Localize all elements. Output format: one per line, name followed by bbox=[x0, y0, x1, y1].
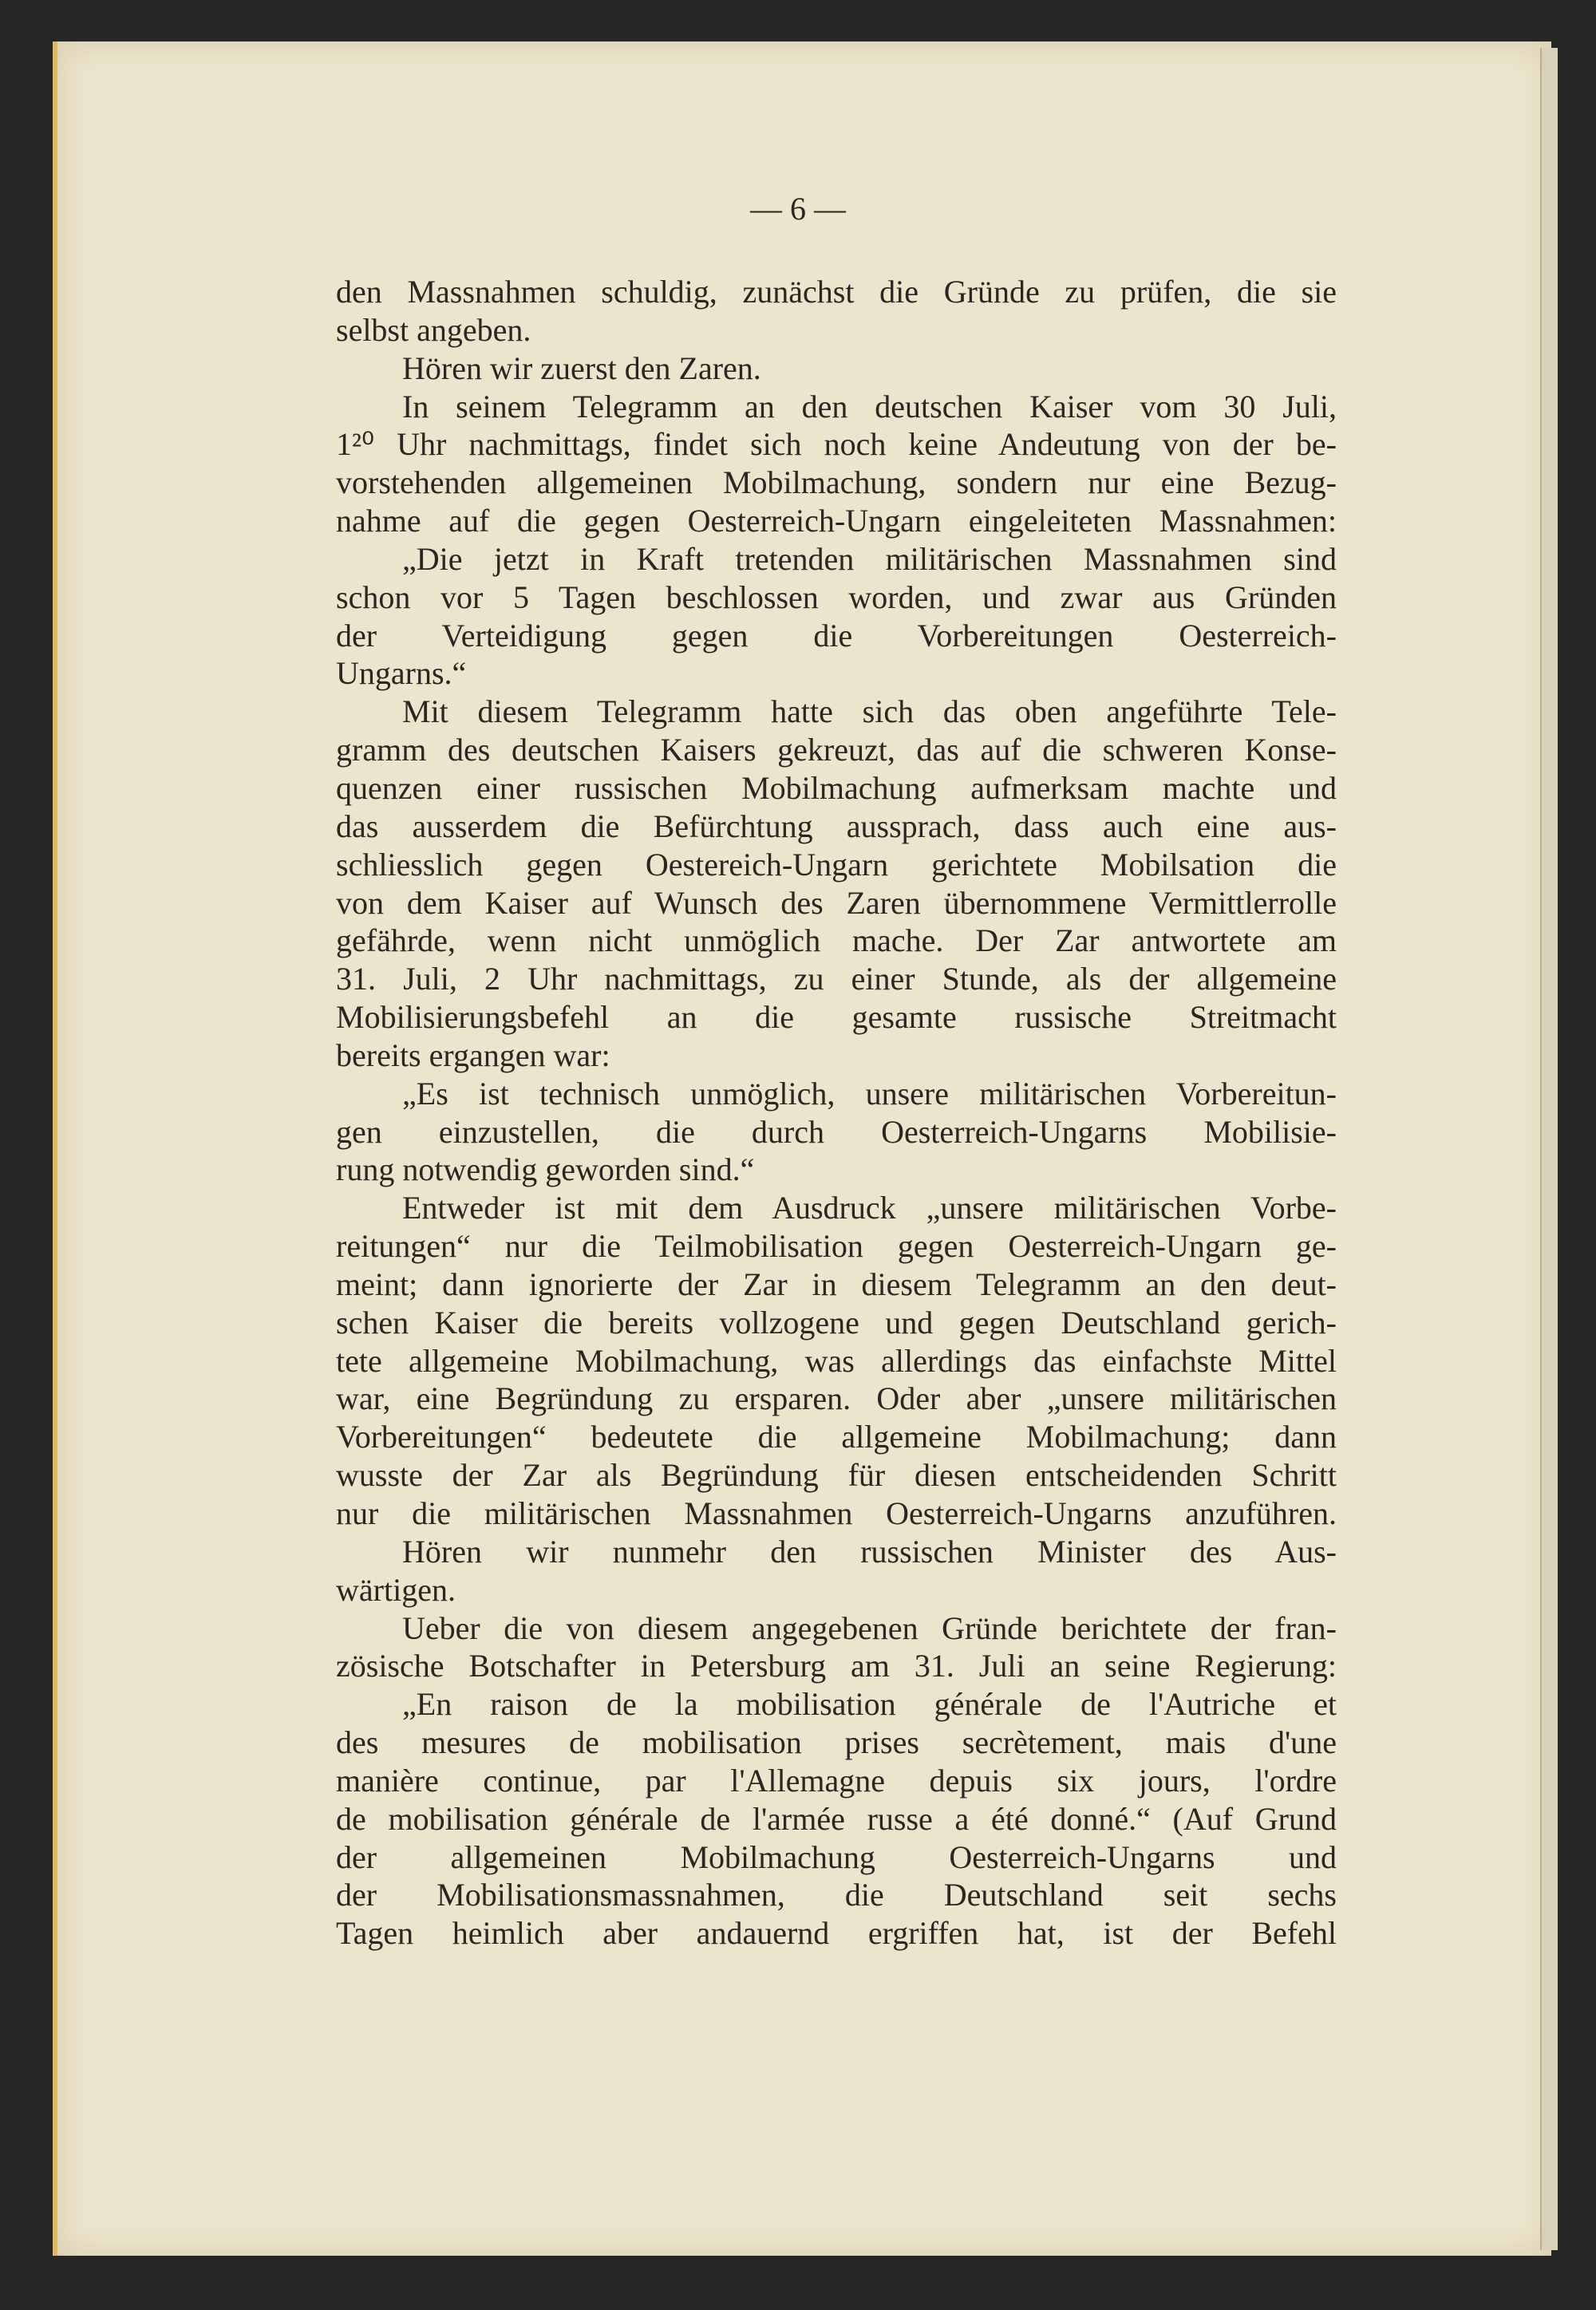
text-line: Mobilisierungsbefehl an die gesamte russische Streitmacht bbox=[336, 999, 1337, 1036]
text-line: Tagen heimlich aber andauernd ergriffen hat, ist der Befehl bbox=[336, 1915, 1337, 1952]
text-line: tete allgemeine Mobilmachung, was allerdings das einfachste Mittel bbox=[336, 1342, 1337, 1379]
text-line: das ausserdem die Befürchtung aussprach, dass auch eine aus- bbox=[336, 808, 1337, 844]
text-line: quenzen einer russischen Mobilmachung aufmerksam machte und bbox=[336, 769, 1337, 806]
text-line: gen einzustellen, die durch Oesterreich-Ungarns Mobilisie- bbox=[336, 1113, 1337, 1150]
text-line: wusste der Zar als Begründung für diesen entscheidenden Schritt bbox=[336, 1457, 1337, 1494]
page-edge bbox=[1540, 48, 1558, 2250]
text-line: 31. Juli, 2 Uhr nachmittags, zu einer Stunde, als der allgemeine bbox=[336, 961, 1337, 997]
text-line: „En raison de la mobilisation générale de l'Autriche et bbox=[402, 1686, 1337, 1723]
text-line: selbst angeben. bbox=[336, 311, 531, 348]
text-line: de mobilisation générale de l'armée russe a été donné.“ (Auf Grund bbox=[336, 1800, 1337, 1837]
text-line: nur die militärischen Massnahmen Oesterreich-Ungarns anzuführen. bbox=[336, 1495, 1337, 1531]
text-line: wärtigen. bbox=[336, 1571, 456, 1608]
text-line: „Die jetzt in Kraft tretenden militärischen Massnahmen sind bbox=[402, 540, 1337, 577]
page-number: — 6 — bbox=[750, 191, 846, 227]
text-line: des mesures de mobilisation prises secrètement, mais d'une bbox=[336, 1724, 1337, 1761]
text-line: Entweder ist mit dem Ausdruck „unsere militärischen Vorbe- bbox=[402, 1190, 1337, 1226]
text-line: Mit diesem Telegramm hatte sich das oben angeführte Tele- bbox=[402, 693, 1337, 730]
text-line: Hören wir nunmehr den russischen Minister des Aus- bbox=[402, 1533, 1337, 1570]
text-line: meint; dann ignorierte der Zar in diesem Telegramm an den deut- bbox=[336, 1266, 1337, 1302]
text-line: schliesslich gegen Oestereich-Ungarn gerichtete Mobilsation die bbox=[336, 846, 1337, 883]
text-line: vorstehenden allgemeinen Mobilmachung, sondern nur eine Bezug- bbox=[336, 464, 1337, 501]
text-line: der Mobilisationsmassnahmen, die Deutschland seit sechs bbox=[336, 1877, 1337, 1913]
text-line: Hören wir zuerst den Zaren. bbox=[402, 349, 761, 386]
text-line: Ueber die von diesem angegebenen Gründe berichtete der fran- bbox=[402, 1609, 1337, 1646]
text-line: von dem Kaiser auf Wunsch des Zaren übernommene Vermittlerrolle bbox=[336, 884, 1337, 921]
text-line: bereits ergangen war: bbox=[336, 1037, 610, 1073]
text-line: nahme auf die gegen Oesterreich-Ungarn eingeleiteten Massnahmen: bbox=[336, 503, 1337, 539]
text-line: war, eine Begründung zu ersparen. Oder aber „unsere militärischen bbox=[336, 1380, 1337, 1417]
text-line: rung notwendig geworden sind.“ bbox=[336, 1151, 755, 1188]
text-line: reitungen“ nur die Teilmobilisation gegen Oesterreich-Ungarn ge- bbox=[336, 1228, 1337, 1265]
text-line: schon vor 5 Tagen beschlossen worden, und zwar aus Gründen bbox=[336, 578, 1337, 615]
text-line: In seinem Telegramm an den deutschen Kaiser vom 30 Juli, bbox=[402, 388, 1337, 424]
text-line: manière continue, par l'Allemagne depuis six jours, l'ordre bbox=[336, 1762, 1337, 1799]
text-line: gefährde, wenn nicht unmöglich mache. Der Zar antwortete am bbox=[336, 922, 1337, 959]
text-line: schen Kaiser die bereits vollzogene und gegen Deutschland gerich- bbox=[336, 1304, 1337, 1341]
text-line: Vorbereitungen“ bedeutete die allgemeine Mobilmachung; dann bbox=[336, 1419, 1337, 1455]
body-text bbox=[336, 273, 1337, 1953]
text-line: zösische Botschafter in Petersburg am 31. Juli an seine Regierung: bbox=[336, 1648, 1337, 1684]
text-line: gramm des deutschen Kaisers gekreuzt, das auf die schweren Konse- bbox=[336, 732, 1337, 768]
text-line: den Massnahmen schuldig, zunächst die Gründe zu prüfen, die sie bbox=[336, 274, 1337, 310]
text-line: Ungarns.“ bbox=[336, 655, 467, 692]
text-line: „Es ist technisch unmöglich, unsere militärischen Vorbereitun- bbox=[402, 1075, 1337, 1112]
text-line: der Verteidigung gegen die Vorbereitungen Oesterreich- bbox=[336, 617, 1337, 654]
text-line: der allgemeinen Mobilmachung Oesterreich-Ungarns und bbox=[336, 1838, 1337, 1875]
text-line: 1²⁰ Uhr nachmittags, findet sich noch keine Andeutung von der be- bbox=[336, 426, 1337, 463]
